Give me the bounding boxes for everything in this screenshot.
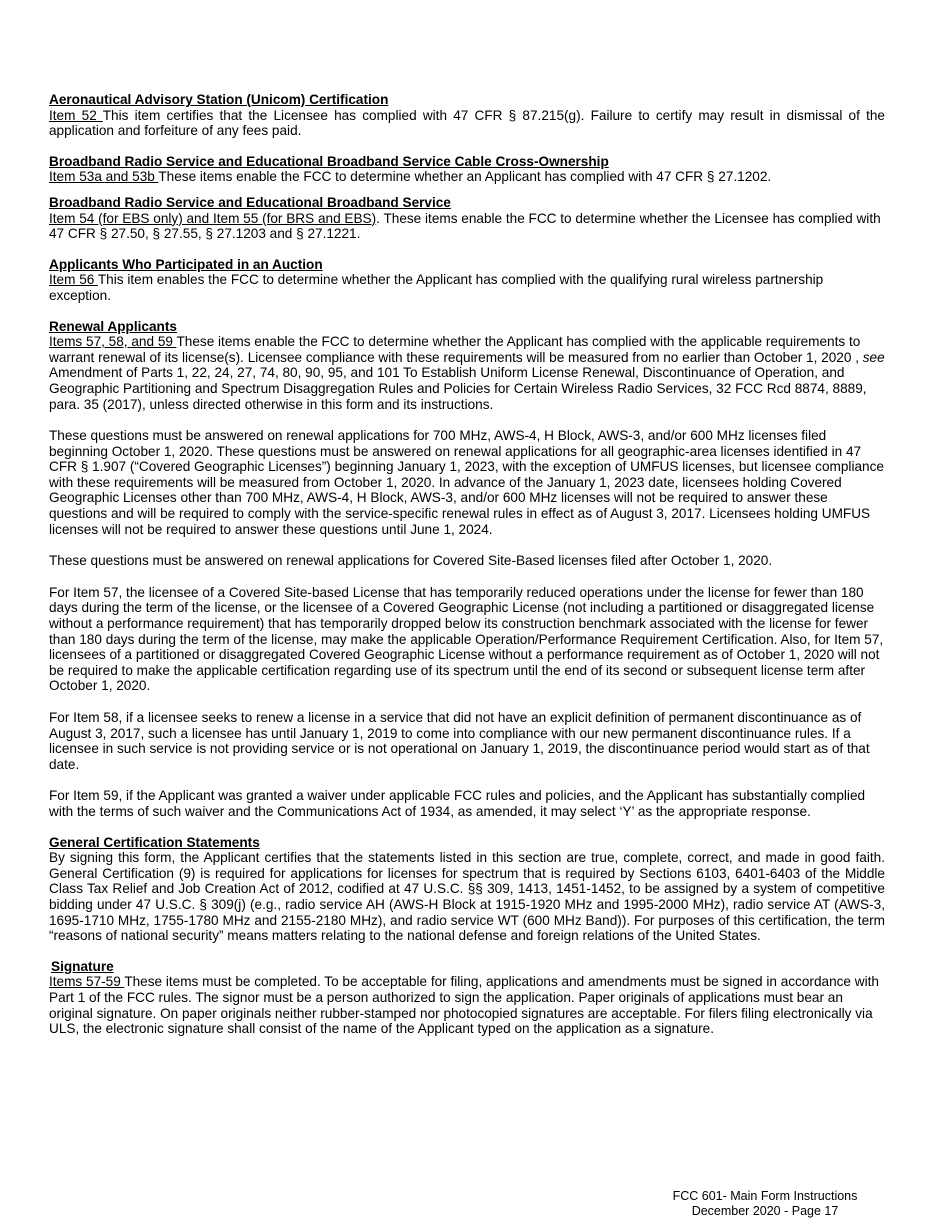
paragraph-text: Amendment of Parts 1, 22, 24, 27, 74, 80, 90, 95, and 101 To Establish Uniform License Renewal, Discontinuance of Operation, and Geographic Partitioning and Spectrum Disaggregation Rules and Policies for Certain Wireless Radio Services, 32 FCC Rcd 8874, 8889, para. 35 (2017), unless directed otherwise in this form and its instructions. xyxy=(49,365,867,412)
auction-section xyxy=(49,257,885,304)
item-reference: Item 56 xyxy=(49,272,98,288)
cable-section xyxy=(49,154,885,185)
paragraph-text: These items enable the FCC to determine whether the Applicant has complied with the applicable requirements to warrant renewal of its license(s). Licensee compliance with these requirements will be measured from no earlier than October 1, 2020 , xyxy=(49,334,863,365)
item-reference: Item 53a and 53b xyxy=(49,169,159,185)
section-heading: Broadband Radio Service and Educational Broadband Service xyxy=(49,194,451,210)
renewal-section xyxy=(49,319,885,820)
page-footer xyxy=(630,1189,900,1219)
paragraph-text: These items enable the FCC to determine whether an Applicant has complied with 47 CFR § 27.1202. xyxy=(158,169,772,185)
signature-section xyxy=(49,959,885,1037)
general-certification-section xyxy=(49,835,885,944)
section-paragraph xyxy=(49,169,885,185)
section-paragraph xyxy=(49,108,885,139)
item-reference: Item 52 xyxy=(49,107,103,123)
renewal-paragraph-6: For Item 59, if the Applicant was granted a waiver under applicable FCC rules and policies, and the Applicant has substantially complied with the terms of such waiver and the Communications Act of 1934, as amended, it may select ‘Y’ as the appropriate response. xyxy=(49,788,866,819)
renewal-paragraph-5: For Item 58, if a licensee seeks to renew a license in a service that did not have an explicit definition of permanent discontinuance as of August 3, 2017, such a licensee has until January 1, 2019 to come into compliance with our new permanent discontinuance rules. If a licensee in such service is not providing service or is not operational on January 1, 2019, the discontinuance period would start as of that date. xyxy=(49,710,870,772)
section-heading: Applicants Who Participated in an Auction xyxy=(49,256,323,272)
item-reference: Items 57, 58, and 59 xyxy=(49,334,177,350)
unicom-section xyxy=(49,92,885,139)
document-page xyxy=(49,92,885,1037)
section-heading: Signature xyxy=(51,958,114,974)
item-reference: Item 54 (for EBS only) and Item 55 (for BRS and EBS) xyxy=(49,210,377,226)
section-heading: General Certification Statements xyxy=(49,834,260,850)
section-heading: Broadband Radio Service and Educational Broadband Service Cable Cross-Ownership xyxy=(49,153,609,169)
section-paragraph: By signing this form, the Applicant certifies that the statements listed in this section are true, complete, correct, and made in good faith. General Certification (9) is required for applications for licenses for spectrum that is required by Sections 6103, 6401-6403 of the Middle Class Tax Relief and Job Creation Act of 2012, codified at 47 U.S.C. §§ 309, 1413, 1451-1452, to be assigned by a system of competitive bidding under 47 U.S.C. § 309(j) (e.g., radio service AH (AWS-H Block at 1915-1920 MHz and 1995-2000 MHz), radio service AT (AWS-3, 1695-1710 MHz, 1755-1780 MHz and 2155-2180 MHz), and radio service WT (600 MHz Band)). For purposes of this certification, the term “reasons of national security” means matters relating to the national defense and foreign relations of the United States. xyxy=(49,850,885,944)
footer-date-page: December 2020 - Page 17 xyxy=(691,1204,839,1218)
section-heading: Renewal Applicants xyxy=(49,318,177,334)
renewal-paragraph-4: For Item 57, the licensee of a Covered Site-based License that has temporarily reduced operations under the license for fewer than 180 days during the term of the license, or the licensee of a Covered Geographic License (not including a partitioned or disaggregated license without a performance requirement) that has temporarily dropped below its construction benchmark associated with the license for fewer than 180 days during the term of the license, may make the applicable Operation/Performance Requirement Certification. Also, for Item 57, licensees of a partitioned or disaggregated Covered Geographic License without a performance requirement as of October 1, 2020 will not be required to make the applicable certification regarding use of its spectrum until the end of its second or subsequent license term after October 1, 2020. xyxy=(49,584,884,694)
footer-form-title: FCC 601- Main Form Instructions xyxy=(672,1189,858,1203)
renewal-paragraph-2: These questions must be answered on renewal applications for 700 MHz, AWS-4, H Block, AWS-3, and/or 600 MHz licenses filed beginning October 1, 2020. These questions must be answered on renewal applications for all geographic-area licenses identified in 47 CFR § 1.907 (“Covered Geographic Licenses”) beginning January 1, 2023, with the exception of UMFUS licenses, but licensee compliance with these requirements will be measured from October 1, 2020. In advance of the January 1, 2023 date, licensees holding Covered Geographic Licenses other than 700 MHz, AWS-4, H Block, AWS-3, and/or 600 MHz licenses will not be required to answer these questions and will be required to comply with the service-specific renewal rules in effect as of August 3, 2017. Licensees holding UMFUS licenses will not be required to answer these questions until June 1, 2024. xyxy=(49,428,884,537)
paragraph-text: . These items enable the FCC to determine whether the Licensee has complied with 47 CFR § 27.50, § 27.55, § 27.1203 and § 27.1221. xyxy=(49,210,881,242)
section-heading: Aeronautical Advisory Station (Unicom) Certification xyxy=(49,92,389,107)
paragraph-text: This item certifies that the Licensee has complied with 47 CFR § 87.215(g). Failure to certify may result in dismissal of the application and forfeiture of any fees paid. xyxy=(49,107,885,139)
renewal-paragraph-3: These questions must be answered on renewal applications for Covered Site-Based licenses filed after October 1, 2020. xyxy=(49,553,773,569)
section-paragraph xyxy=(49,272,885,303)
section-paragraph xyxy=(49,974,885,1036)
section-paragraph xyxy=(49,211,885,242)
brs-section xyxy=(49,195,885,242)
paragraph-text: This item enables the FCC to determine whether the Applicant has complied with the qualifying rural wireless partnership exception. xyxy=(49,272,824,303)
see-italic: see xyxy=(862,349,885,365)
item-reference: Items 57-59 xyxy=(49,974,125,990)
section-paragraph xyxy=(49,334,885,412)
paragraph-text: These items must be completed. To be acceptable for filing, applications and amendments must be signed in accordance with Part 1 of the FCC rules. The signor must be a person authorized to sign the application. Paper originals of applications must bear an original signature. On paper originals neither rubber-stamped nor photocopied signatures are acceptable. For filers filing electronically via ULS, the electronic signature shall consist of the name of the Applicant typed on the application as a signature. xyxy=(49,974,879,1037)
